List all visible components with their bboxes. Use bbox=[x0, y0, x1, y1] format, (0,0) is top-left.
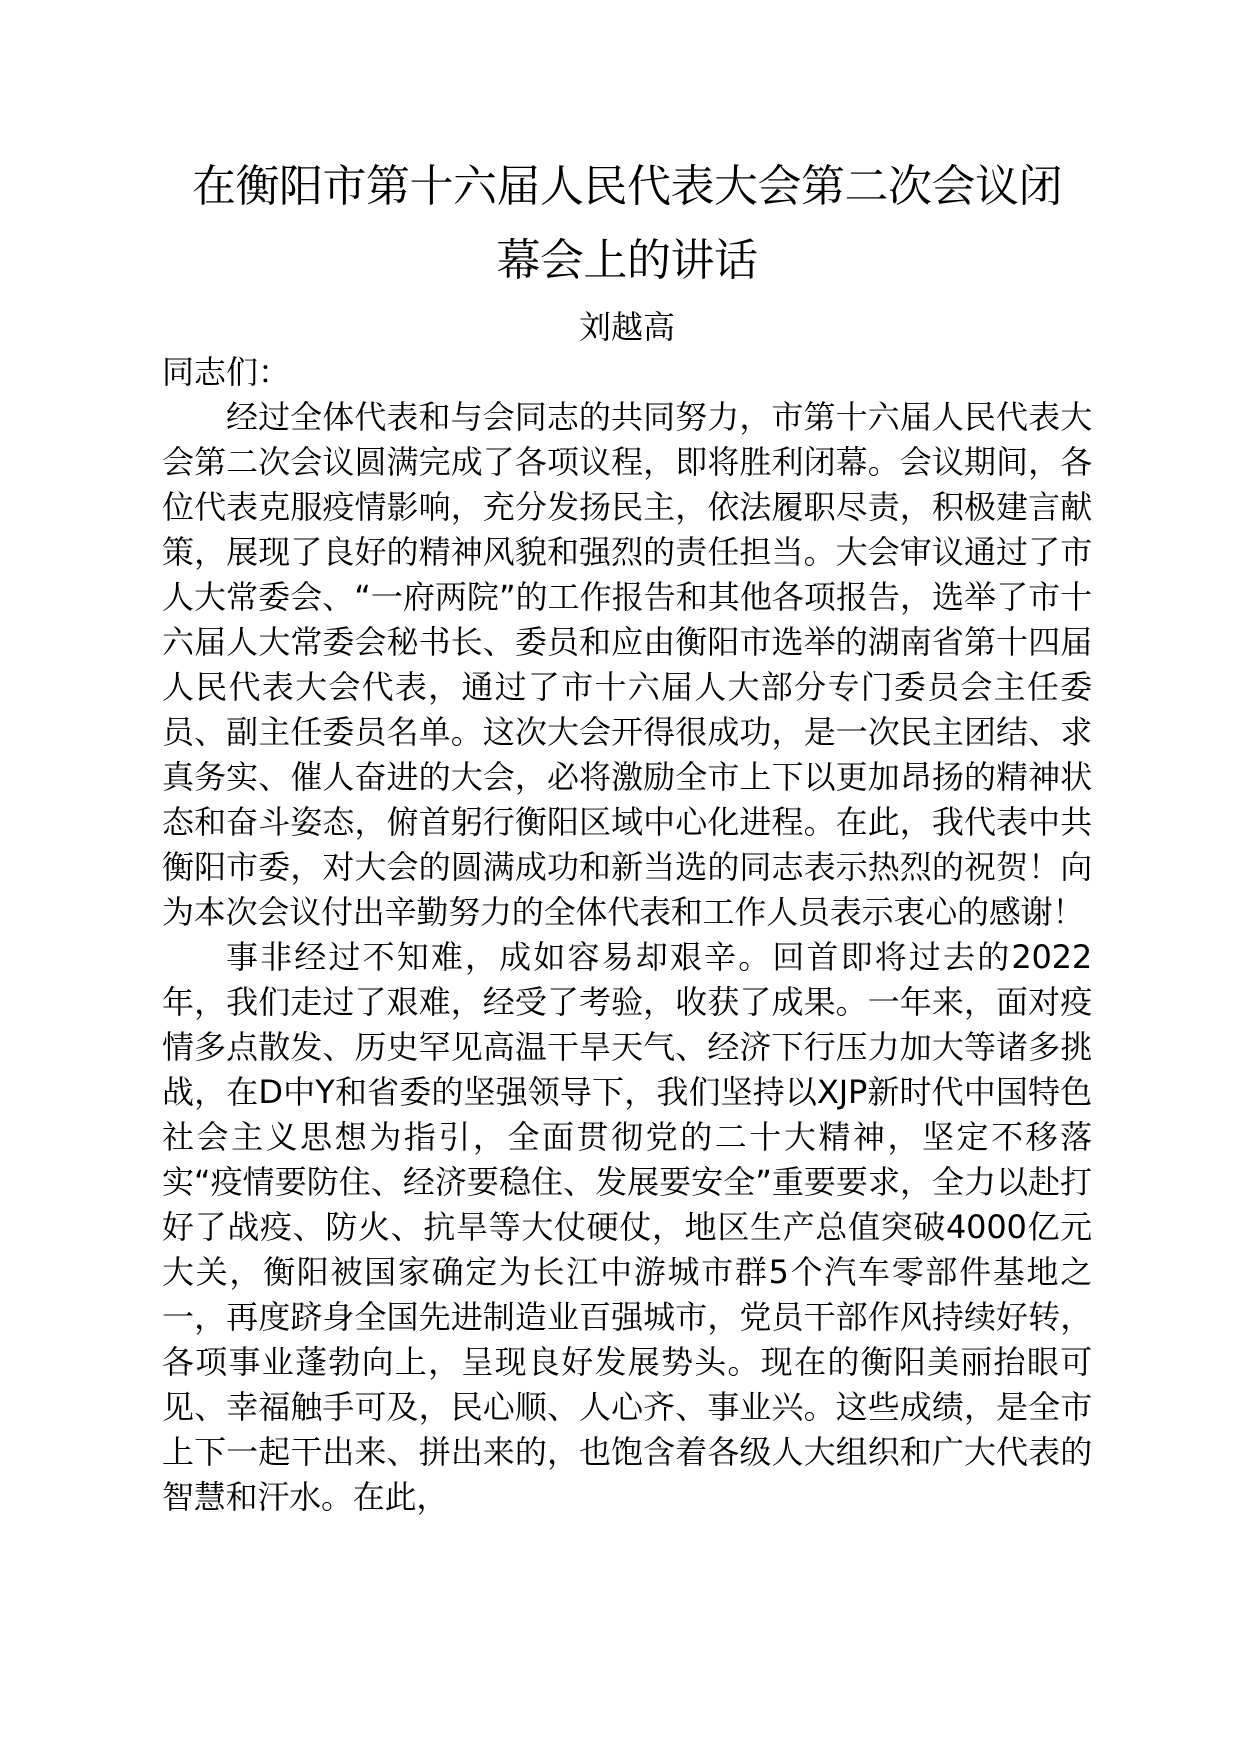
paragraph-1: 经过全体代表和与会同志的共同努力，市第十六届人民代表大会第二次会议圆满完成了各项议程，即将胜利闭幕。会议期间，各位代表克服疫情影响，充分发扬民主，依法履职尽责，积极建言献策，展现了良好的精神风貌和强烈的责任担当。大会审议通过了市人大常委会、“一府两院”的工作报告和其他各项报告，选举了市十六届人大常委会秘书长、委员和应由衡阳市选举的湖南省第十四届人民代表大会代表，通过了市十六届人大部分专门委员会主任委员、副主任委员名单。这次大会开得很成功，是一次民主团结、求真务实、催人奋进的大会，必将激励全市上下以更加昂扬的精神状态和奋斗姿态，俯首躬行衡阳区域中心化进程。在此，我代表中共衡阳市委，对大会的圆满成功和新当选的同志表示热烈的祝贺！向为本次会议付出辛勤努力的全体代表和工作人员表示衷心的感谢！ bbox=[162, 398, 1092, 931]
title-line-2: 幕会上的讲话 bbox=[496, 235, 758, 286]
author-name: 刘越高 bbox=[578, 308, 675, 346]
document-title bbox=[162, 150, 1092, 298]
document-page bbox=[162, 150, 1092, 1520]
salutation: 同志们： bbox=[162, 353, 291, 391]
paragraph-2: 事非经过不知难，成如容易却艰辛。回首即将过去的2022年，我们走过了艰难，经受了考验，收获了成果。一年来，面对疫情多点散发、历史罕见高温干旱天气、经济下行压力加大等诸多挑战，在D中Y和省委的坚强领导下，我们坚持以XJP新时代中国特色社会主义思想为指引，全面贯彻党的二十大精神，坚定不移落实“疫情要防住、经济要稳住、发展要安全”重要要求，全力以赴打好了战疫、防火、抗旱等大仗硬仗，地区生产总值突破4000亿元大关，衡阳被国家确定为长江中游城市群5个汽车零部件基地之一，再度跻身全国先进制造业百强城市，党员干部作风持续好转，各项事业蓬勃向上，呈现良好发展势头。现在的衡阳美丽抬眼可见、幸福触手可及，民心顺、人心齐、事业兴。这些成绩，是全市上下一起干出来、拼出来的，也饱含着各级人大组织和广大代表的智慧和汗水。在此， bbox=[162, 938, 1092, 1516]
title-line-1: 在衡阳市第十六届人民代表大会第二次会议闭 bbox=[192, 161, 1062, 212]
